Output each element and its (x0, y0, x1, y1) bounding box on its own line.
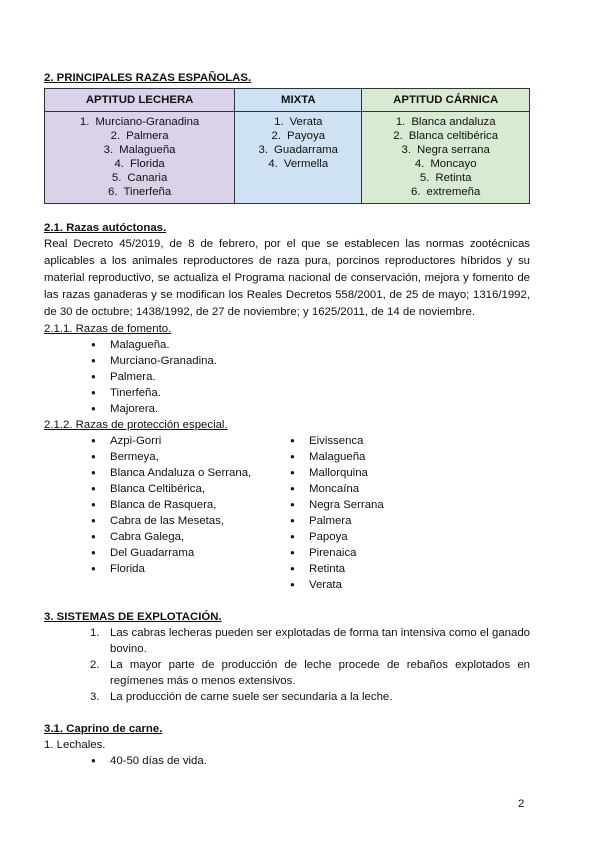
lechera-list (45, 115, 234, 199)
header-carnica: APTITUD CÁRNICA (362, 89, 530, 112)
table-list-item: 6. extremeña (411, 186, 481, 198)
proteccion-left-list (44, 433, 287, 577)
list-item: ● Mallorquina (287, 465, 530, 481)
list-item: ● Cabra de las Mesetas, (44, 513, 287, 529)
table-list-item: 2. Palmera (110, 130, 169, 142)
header-lechera: APTITUD LECHERA (45, 89, 235, 112)
table-list-item: 4. Vermella (268, 158, 329, 170)
list-item: ● Tinerfeña. (44, 385, 530, 401)
section-3-title: 3. SISTEMAS DE EXPLOTACIÓN. (44, 611, 222, 623)
table-list-item: 6. Tinerfeña (108, 186, 172, 198)
lechales-heading: 1. Lechales. (44, 739, 106, 751)
proteccion-columns (44, 433, 530, 593)
table-list-item: 4. Florida (114, 158, 165, 170)
numbered-item: 3. La producción de carne suele ser secundaria a la leche. (90, 691, 393, 703)
document-page (44, 70, 530, 769)
list-item: ● Palmera. (44, 369, 530, 385)
table-list-item: 3. Guadarrama (258, 144, 338, 156)
table-list-item: 3. Malagueña (103, 144, 176, 156)
list-item: ● Moncaína (287, 481, 530, 497)
list-item: ● Pirenaica (287, 545, 530, 561)
cell-carnica (362, 112, 530, 204)
table-list-item: 1. Verata (274, 116, 323, 128)
header-mixta: MIXTA (235, 89, 362, 112)
table-list-item: 5. Retinta (419, 172, 472, 184)
list-item: ● Malagueña. (44, 337, 530, 353)
list-item: ● Negra Serrana (287, 497, 530, 513)
list-item: ● Blanca de Rasquera, (44, 497, 287, 513)
list-item: ● Florida (44, 561, 287, 577)
list-item: ● 40-50 días de vida. (44, 753, 530, 769)
sistemas-list (44, 625, 530, 705)
list-item: ● Papoya (287, 529, 530, 545)
proteccion-title: 2.1.2. Razas de protección especial. (44, 419, 228, 431)
fomento-list (44, 337, 530, 417)
fomento-title: 2.1.1. Razas de fomento. (44, 323, 172, 335)
list-item: ● Verata (287, 577, 530, 593)
numbered-item: 1. Las cabras lecheras pueden ser explotadas de forma tan intensiva como el ganado bovino. (90, 627, 530, 655)
list-item: ● Azpi-Gorri (44, 433, 287, 449)
list-item: ● Blanca Celtibérica, (44, 481, 287, 497)
table-list-item: 3. Negra serrana (401, 144, 490, 156)
cell-mixta (235, 112, 362, 204)
decree-paragraph: Real Decreto 45/2019, de 8 de febrero, por el que se establecen las normas zootécnicas aplicables a los animales reproductores de raza pura, porcinos reproductores híbridos y su material reproductivo, se actualiza el Programa nacional de conservación, mejora y fomento de las razas ganaderas y se modifican los Reales Decretos 558/2001, de 25 de mayo; 1316/1992, de 30 de octubre; 1438/1992, de 27 de noviembre; y 1625/2011, de 14 de noviembre. (44, 238, 530, 318)
cell-lechera (45, 112, 235, 204)
table-list-item: 2. Payoya (271, 130, 326, 142)
list-item: ● Retinta (287, 561, 530, 577)
page-number: 2 (518, 798, 525, 810)
list-item: ● Murciano-Granadina. (44, 353, 530, 369)
list-item: ● Eivissenca (287, 433, 530, 449)
mixta-list (235, 115, 361, 171)
list-item: ● Majorera. (44, 401, 530, 417)
lechales-list (44, 753, 530, 769)
list-item: ● Palmera (287, 513, 530, 529)
table-list-item: 1. Blanca andaluza (395, 116, 496, 128)
table-list-item: 4. Moncayo (414, 158, 477, 170)
table-list-item: 1. Murciano-Granadina (79, 116, 200, 128)
list-item: ● Del Guadarrama (44, 545, 287, 561)
carnica-list (362, 115, 529, 199)
list-item: ● Malagueña (287, 449, 530, 465)
numbered-item: 2. La mayor parte de producción de leche procede de rebaños explotados en regímenes más o menos extensivos. (90, 659, 530, 687)
proteccion-right-list (287, 433, 530, 593)
section-21-title: 2.1. Razas autóctonas. (44, 222, 167, 234)
breeds-table (44, 88, 530, 204)
list-item: ● Bermeya, (44, 449, 287, 465)
table-list-item: 5. Canaria (111, 172, 168, 184)
list-item: ● Blanca Andaluza o Serrana, (44, 465, 287, 481)
section-31-title: 3.1. Caprino de carne. (44, 723, 163, 735)
list-item: ● Cabra Galega, (44, 529, 287, 545)
section-2-title: 2. PRINCIPALES RAZAS ESPAÑOLAS. (44, 72, 252, 84)
table-list-item: 2. Blanca celtibérica (393, 130, 499, 142)
